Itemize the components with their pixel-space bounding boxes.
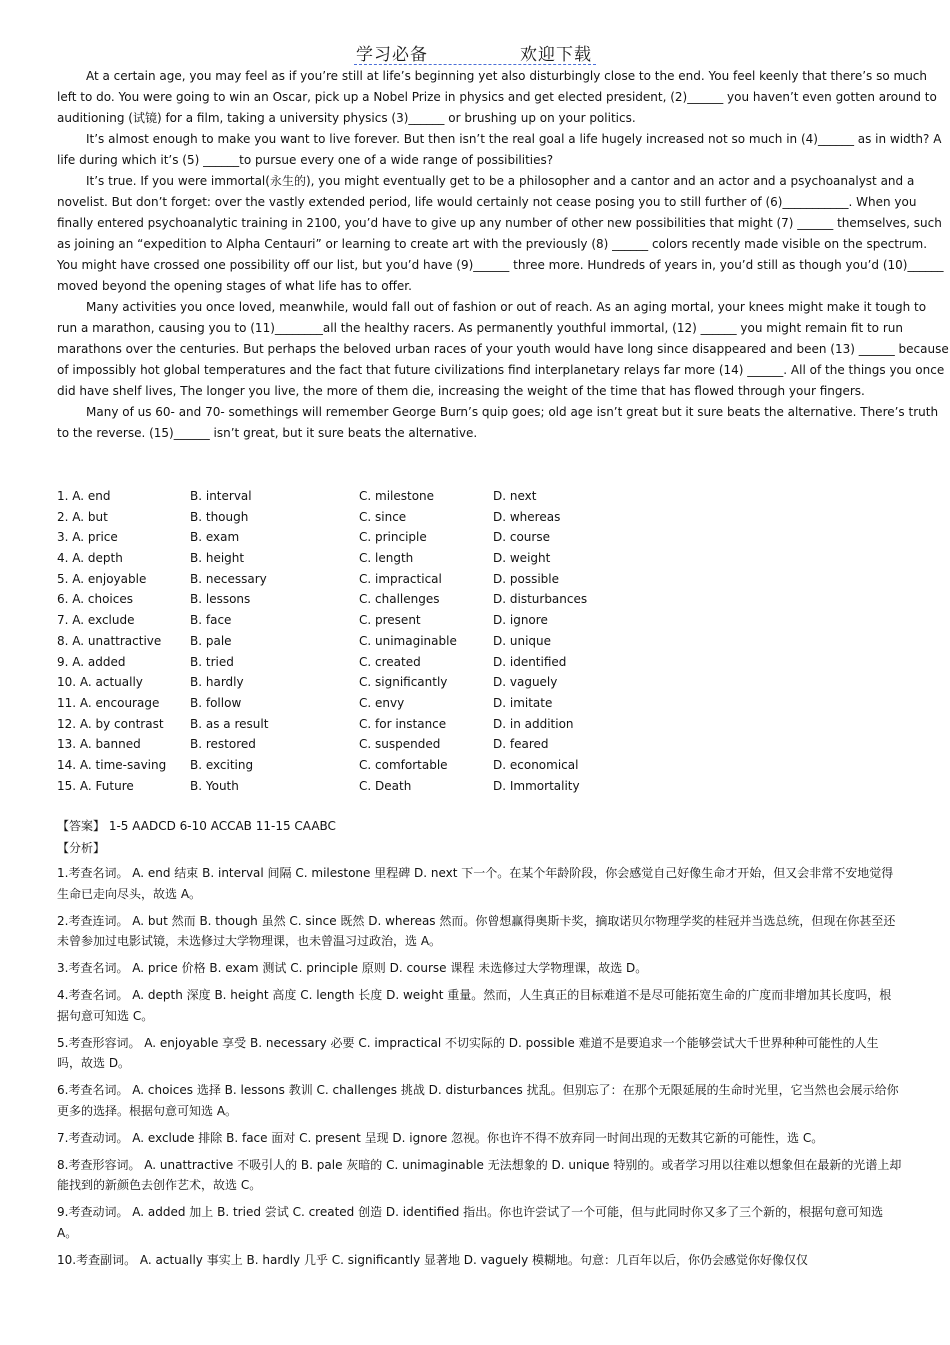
option-choice: C. principle <box>359 530 427 545</box>
option-row <box>57 672 657 693</box>
option-choice: 3. A. price <box>57 530 118 545</box>
option-row <box>57 610 657 631</box>
option-choice: C. suspended <box>359 737 441 752</box>
passage-paragraph-3: It’s true. If you were immortal(永生的), you might eventually get to be a philosopher and a cantor and an actor and a psychoanalyst and a novelist. But don’t forget: over the vastly extended period, life would certainly not cease posing you to still further of (6)___________. When you finally entered psychoanalytic training in 2100, you’d have to give up any number of other new possibilities that might (7) ______ themselves, such as joining an “expedition to Alpha Centauri” or learning to create art with the previously (8) ______ colors recently made visible on the spectrum. You might have crossed one possibility off our list, but you’d have (9)______ three more. Hundreds of years in, you’d still as though you’d (10)______ moved beyond the opening stages of what life has to offer. <box>57 174 944 293</box>
passage-paragraph-2: It’s almost enough to make you want to live forever. But then isn’t the real goal a life hugely increased not so much in (4)______ as in width? A life during which it’s (5) ______to pursue every one of a wide range of possibilities? <box>57 132 942 167</box>
explanation-item: 2.考查连词。 A. but 然而 B. though 虽然 C. since 既然 D. whereas 然而。你曾想赢得奥斯卡奖，摘取诺贝尔物理学奖的桂冠并当选总统，但现在你甚至还未曾参加过电影试镜，未选修过大学物理课，也未曾温习过政治，选 A。 <box>57 913 896 948</box>
option-choice: 8. A. unattractive <box>57 633 162 648</box>
options-list <box>57 486 657 796</box>
option-choice: 4. A. depth <box>57 551 123 566</box>
option-choice: D. imitate <box>493 695 553 710</box>
option-choice: C. significantly <box>359 675 448 690</box>
option-choice: D. unique <box>493 633 552 648</box>
option-choice: B. interval <box>190 489 252 503</box>
option-choice: C. challenges <box>359 592 440 607</box>
option-choice: D. Immortality <box>493 778 580 793</box>
header-dashed-underline <box>354 64 596 65</box>
option-choice: 1. A. end <box>57 489 111 503</box>
option-row <box>57 486 657 507</box>
option-choice: D. next <box>493 489 537 503</box>
explanation-item: 4.考查名词。 A. depth 深度 B. height 高度 C. length 长度 D. weight 重量。然而，人生真正的目标难道不是尽可能拓宽生命的广度而非增加其长度吗，根据句意可知选 C。 <box>57 988 892 1023</box>
option-choice: C. created <box>359 654 421 669</box>
option-choice: D. disturbances <box>493 592 588 607</box>
answer-key: 【答案】 1-5 AADCD 6-10 ACCAB 11-15 CAABC <box>57 819 336 833</box>
option-row <box>57 589 657 610</box>
option-choice: D. in addition <box>493 716 574 731</box>
option-choice: B. though <box>190 509 249 524</box>
explanation-item: 8.考查形容词。 A. unattractive 不吸引人的 B. pale 灰暗的 C. unimaginable 无法想象的 D. unique 特别的。或者学习用以往难以想象但在最新的光谱上却能找到的新颜色去创作艺术，故选 C。 <box>57 1157 902 1192</box>
header-right-text: 欢迎下载 <box>520 45 592 65</box>
explanation-item: 3.考查名词。 A. price 价格 B. exam 测试 C. principle 原则 D. course 课程 未选修过大学物理课，故选 D。 <box>57 961 648 975</box>
option-choice: 11. A. encourage <box>57 695 160 710</box>
explanations <box>57 863 902 1277</box>
option-choice: D. course <box>493 530 550 545</box>
explanation-item: 9.考查动词。 A. added 加上 B. tried 尝试 C. created 创造 D. identified 指出。你也许尝试了一个可能，但与此同时你又多了三个新的，根据句意可知选 A。 <box>57 1205 884 1240</box>
option-choice: D. possible <box>493 571 559 586</box>
option-choice: 2. A. but <box>57 509 108 524</box>
option-choice: C. present <box>359 613 421 628</box>
option-row <box>57 714 657 735</box>
option-choice: D. feared <box>493 737 549 752</box>
option-choice: D. vaguely <box>493 675 558 690</box>
cloze-passage <box>57 66 950 444</box>
passage-paragraph-5: Many of us 60- and 70- somethings will remember George Burn’s quip goes; old age isn’t great but it sure beats the alternative. There’s truth to the reverse. (15)______ isn’t great, but it sure beats the alternative. <box>57 405 939 440</box>
option-row <box>57 652 657 673</box>
explanation-item: 7.考查动词。 A. exclude 排除 B. face 面对 C. present 呈现 D. ignore 忽视。你也许不得不放弃同一时间出现的无数其它新的可能性，选 C。 <box>57 1130 824 1145</box>
option-choice: B. necessary <box>190 571 267 586</box>
option-choice: 5. A. enjoyable <box>57 571 147 586</box>
option-choice: B. as a result <box>190 716 269 731</box>
option-choice: C. length <box>359 551 414 566</box>
option-choice: D. identified <box>493 654 567 669</box>
option-row <box>57 569 657 590</box>
option-choice: C. Death <box>359 778 412 793</box>
option-choice: D. whereas <box>493 509 561 524</box>
option-row <box>57 527 657 548</box>
option-choice: B. tried <box>190 654 234 669</box>
explanation-item: 1.考查名词。 A. end 结束 B. interval 间隔 C. milestone 里程碑 D. next 下一个。在某个年龄阶段，你会感觉自己好像生命才开始，但又会非常不安地觉得生命已走向尽头，故选 A。 <box>57 866 894 901</box>
option-row <box>57 507 657 528</box>
option-row <box>57 776 657 797</box>
option-choice: B. Youth <box>190 778 239 793</box>
option-choice: B. follow <box>190 695 242 710</box>
option-choice: D. ignore <box>493 613 548 628</box>
explanation-item: 6.考查名词。 A. choices 选择 B. lessons 教训 C. challenges 挑战 D. disturbances 扰乱。但别忘了：在那个无限延展的生命时光里，它当然也会展示给你更多的选择。根据句意可知选 A。 <box>57 1083 899 1118</box>
option-choice: 9. A. added <box>57 654 126 669</box>
option-choice: C. milestone <box>359 489 435 503</box>
header-left-text: 学习必备 <box>356 45 428 65</box>
option-choice: 10. A. actually <box>57 675 143 690</box>
option-row <box>57 755 657 776</box>
passage-paragraph-4: Many activities you once loved, meanwhile, would fall out of fashion or out of reach. As an aging mortal, your knees might make it tough to run a marathon, causing you to (11)________all the healthy racers. As permanently youthful immortal, (12) ______ you might remain fit to run marathons over the centuries. But perhaps the beloved urban races of your youth would have long since disappeared and been (13) ______ because of impossibly hot global temperatures and the fact that future civilizations find interplanetary relays far more (14) ______. All of the things you once did have shelf lives, The longer you live, the more of them die, increasing the weight of the time that has flowed through your fingers. <box>57 300 949 398</box>
option-choice: B. height <box>190 551 245 566</box>
option-choice: 7. A. exclude <box>57 613 135 628</box>
option-choice: 12. A. by contrast <box>57 716 164 731</box>
option-row <box>57 734 657 755</box>
option-choice: 6. A. choices <box>57 592 134 607</box>
option-choice: 13. A. banned <box>57 737 141 752</box>
option-choice: 14. A. time-saving <box>57 757 167 772</box>
option-choice: C. envy <box>359 695 405 710</box>
option-choice: C. unimaginable <box>359 633 457 648</box>
option-choice: C. since <box>359 509 407 524</box>
option-choice: B. exam <box>190 530 240 545</box>
option-choice: B. restored <box>190 737 256 752</box>
option-row <box>57 631 657 652</box>
option-choice: C. for instance <box>359 716 447 731</box>
option-row <box>57 548 657 569</box>
option-choice: B. lessons <box>190 592 251 607</box>
option-choice: B. pale <box>190 633 232 648</box>
explanation-item: 5.考查形容词。 A. enjoyable 享受 B. necessary 必要 C. impractical 不切实际的 D. possible 难道不是要追求一个能够尝试大千世界种种可能性的人生吗，故选 D。 <box>57 1035 879 1070</box>
option-choice: D. weight <box>493 551 551 566</box>
option-choice: B. exciting <box>190 757 254 772</box>
option-choice: B. hardly <box>190 675 244 690</box>
analysis-label: 【分析】 <box>57 841 106 855</box>
option-choice: 15. A. Future <box>57 778 134 793</box>
passage-paragraph-1: At a certain age, you may feel as if you’re still at life’s beginning yet also disturbingly close to the end. You feel keenly that there’s so much left to do. You were going to win an Oscar, pick up a Nobel Prize in physics and get elected president, (2)______ you haven’t even gotten around to auditioning (试镜) for a film, taking a university physics (3)______ or brushing up on your politics. <box>57 69 937 125</box>
explanation-item: 10.考查副词。 A. actually 事实上 B. hardly 几乎 C. significantly 显著地 D. vaguely 模糊地。句意：几百年以后，你仍会感觉你好像仅仅 <box>57 1252 808 1267</box>
option-choice: C. comfortable <box>359 757 448 772</box>
page-header <box>0 40 950 66</box>
option-choice: D. economical <box>493 757 579 772</box>
option-row <box>57 693 657 714</box>
option-choice: C. impractical <box>359 571 442 586</box>
option-choice: B. face <box>190 613 232 628</box>
